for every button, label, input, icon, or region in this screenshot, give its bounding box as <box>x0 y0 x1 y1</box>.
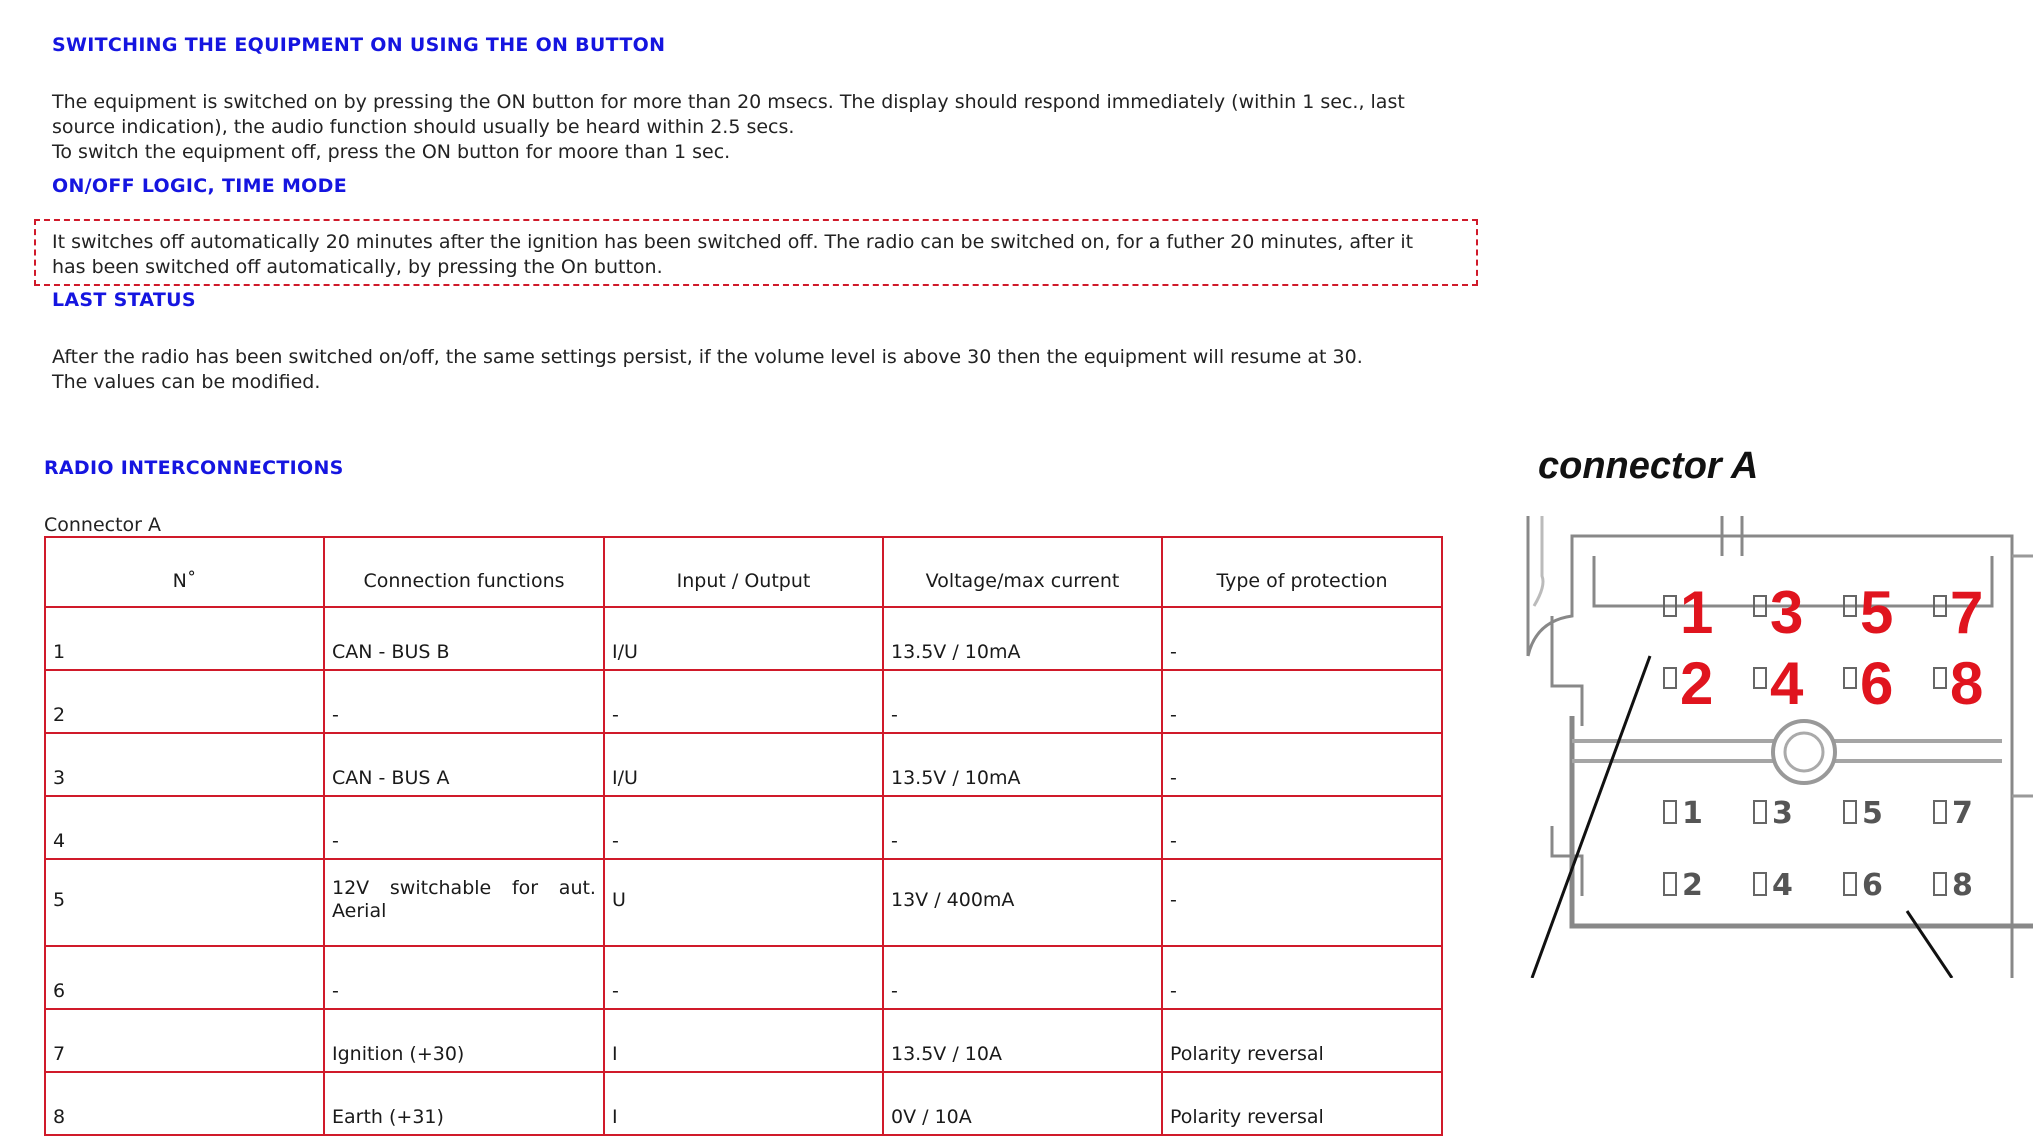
svg-text:8: 8 <box>1952 868 1973 903</box>
text-line: To switch the equipment off, press the ON button for moore than 1 sec. <box>52 141 731 163</box>
cell-function: Earth (+31) <box>324 1072 604 1135</box>
connector-figure-title: connector A <box>1538 445 1759 487</box>
pin-label: 6 <box>1860 650 1894 717</box>
table-row <box>45 1009 1442 1072</box>
cell-io: I <box>604 1072 883 1135</box>
paragraph-last-status <box>52 345 1363 395</box>
connector-stamped-numbers <box>1682 796 1973 903</box>
cell-number: 6 <box>45 946 324 1009</box>
table-row <box>45 859 1442 946</box>
table-row <box>45 670 1442 733</box>
text-line: source indication), the audio function should usually be heard within 2.5 secs. <box>52 116 795 138</box>
pin-label: 1 <box>1680 579 1714 646</box>
table-row <box>45 733 1442 796</box>
function-word: 12V <box>332 876 370 899</box>
heading-switching-on: SWITCHING THE EQUIPMENT ON USING THE ON BUTTON <box>52 34 666 56</box>
table-row <box>45 1072 1442 1135</box>
header-input-output: Input / Output <box>604 537 883 607</box>
heading-last-status: LAST STATUS <box>52 289 196 311</box>
pin-label: 7 <box>1950 579 1984 646</box>
text-line: It switches off automatically 20 minutes after the ignition has been switched off. The radio can be switched on, for a futher 20 minutes, after it <box>52 231 1414 253</box>
function-word: aut. <box>558 876 596 899</box>
svg-text:2: 2 <box>1682 868 1703 903</box>
cell-number: 5 <box>45 859 324 946</box>
cell-io: - <box>604 946 883 1009</box>
text-line: has been switched off automatically, by pressing the On button. <box>52 256 663 278</box>
cell-function <box>324 859 604 946</box>
function-line-1 <box>332 877 596 900</box>
cell-voltage: 13V / 400mA <box>883 859 1162 946</box>
svg-text:1: 1 <box>1682 796 1703 831</box>
table-row <box>45 607 1442 670</box>
cell-io: U <box>604 859 883 946</box>
cell-io: I <box>604 1009 883 1072</box>
cell-protection: Polarity reversal <box>1162 1072 1442 1135</box>
pin-label: 3 <box>1770 579 1804 646</box>
cell-protection: - <box>1162 607 1442 670</box>
cell-function: CAN - BUS A <box>324 733 604 796</box>
svg-text:6: 6 <box>1862 868 1883 903</box>
connector-center-ring <box>1773 721 1835 783</box>
cell-number: 1 <box>45 607 324 670</box>
table-row <box>45 796 1442 859</box>
function-word: for <box>511 876 539 899</box>
header-protection: Type of protection <box>1162 537 1442 607</box>
cell-number: 8 <box>45 1072 324 1135</box>
connector-pin-labels <box>1680 579 1983 717</box>
cell-protection: - <box>1162 859 1442 946</box>
cell-function: - <box>324 946 604 1009</box>
text-line: After the radio has been switched on/off, the same settings persist, if the volume level is above 30 then the equipment will resume at 30. <box>52 346 1363 368</box>
connector-table <box>44 536 1443 1136</box>
pin-label: 2 <box>1680 650 1714 717</box>
cell-io: - <box>604 670 883 733</box>
cell-function: - <box>324 796 604 859</box>
cell-voltage: 0V / 10A <box>883 1072 1162 1135</box>
table-row <box>45 946 1442 1009</box>
cell-function: - <box>324 670 604 733</box>
cell-voltage: - <box>883 796 1162 859</box>
paragraph-onoff-logic <box>52 230 1413 280</box>
paragraph-switching-on <box>52 90 1405 165</box>
cell-number: 2 <box>45 670 324 733</box>
cell-protection: Polarity reversal <box>1162 1009 1442 1072</box>
svg-text:4: 4 <box>1772 868 1793 903</box>
connector-diagram <box>1522 516 2033 978</box>
cell-io: I/U <box>604 733 883 796</box>
svg-text:5: 5 <box>1862 796 1883 831</box>
header-connection-functions: Connection functions <box>324 537 604 607</box>
function-word: switchable <box>389 876 492 899</box>
header-voltage: Voltage/max current <box>883 537 1162 607</box>
cell-number: 7 <box>45 1009 324 1072</box>
cell-number: 4 <box>45 796 324 859</box>
pin-label: 5 <box>1860 579 1894 646</box>
heading-radio-interconnections: RADIO INTERCONNECTIONS <box>44 457 344 479</box>
svg-text:3: 3 <box>1772 796 1793 831</box>
text-line: The values can be modified. <box>52 371 321 393</box>
cell-voltage: 13.5V / 10mA <box>883 733 1162 796</box>
cell-voltage: - <box>883 670 1162 733</box>
cell-voltage: 13.5V / 10mA <box>883 607 1162 670</box>
header-number: N˚ <box>45 537 324 607</box>
cell-protection: - <box>1162 733 1442 796</box>
cell-function: Ignition (+30) <box>324 1009 604 1072</box>
svg-text:7: 7 <box>1952 796 1973 831</box>
cell-io: - <box>604 796 883 859</box>
table-caption: Connector A <box>44 514 162 536</box>
cell-voltage: 13.5V / 10A <box>883 1009 1162 1072</box>
function-line-2: Aerial <box>332 899 387 922</box>
cell-protection: - <box>1162 670 1442 733</box>
cell-number: 3 <box>45 733 324 796</box>
pin-label: 4 <box>1770 650 1804 717</box>
cell-io: I/U <box>604 607 883 670</box>
cell-protection: - <box>1162 946 1442 1009</box>
heading-onoff-logic: ON/OFF LOGIC, TIME MODE <box>52 175 347 197</box>
text-line: The equipment is switched on by pressing the ON button for more than 20 msecs. The display should respond immediately (within 1 sec., last <box>52 91 1405 113</box>
pin-label: 8 <box>1950 650 1984 717</box>
cell-function: CAN - BUS B <box>324 607 604 670</box>
cell-protection: - <box>1162 796 1442 859</box>
cell-voltage: - <box>883 946 1162 1009</box>
